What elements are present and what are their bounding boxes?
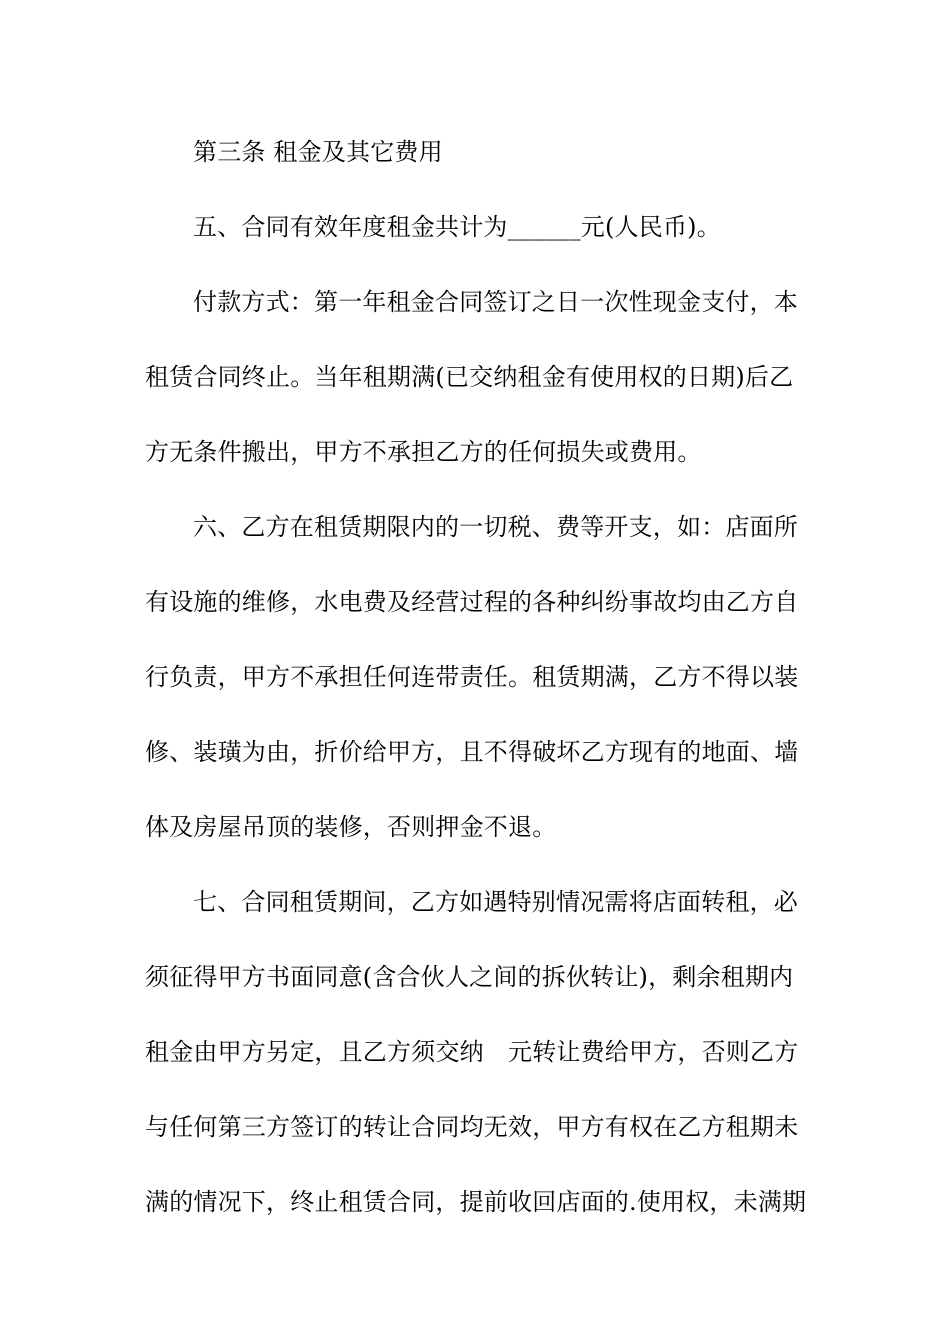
payment-method-line-3: 方无条件搬出，甲方不承担乙方的任何损失或费用。 <box>145 438 702 466</box>
clause-seven-line-2: 须征得甲方书面同意(含合伙人之间的拆伙转让)，剩余租期内 <box>145 963 794 991</box>
payment-method-line-2: 租赁合同终止。当年租期满(已交纳租金有使用权的日期)后乙 <box>145 363 794 391</box>
clause-five-rent: 五、合同有效年度租金共计为______元(人民币)。 <box>193 213 721 241</box>
clause-seven-line-5: 满的情况下，终止租赁合同，提前收回店面的.使用权，未满期 <box>145 1188 807 1216</box>
payment-method-line-1: 付款方式：第一年租金合同签订之日一次性现金支付，本 <box>193 288 798 316</box>
clause-six-line-4: 修、装璜为由，折价给甲方，且不得破坏乙方现有的地面、墙 <box>145 738 799 766</box>
clause-seven-line-3: 租金由甲方另定，且乙方须交纳 元转让费给甲方，否则乙方 <box>145 1038 799 1066</box>
clause-six-line-3: 行负责，甲方不承担任何连带责任。租赁期满，乙方不得以装 <box>145 663 799 691</box>
clause-six-line-1: 六、乙方在租赁期限内的一切税、费等开支，如：店面所 <box>193 513 798 541</box>
article-heading: 第三条 租金及其它费用 <box>193 138 443 166</box>
clause-seven-line-4: 与任何第三方签订的转让合同均无效，甲方有权在乙方租期未 <box>145 1113 799 1141</box>
clause-six-line-5: 体及房屋吊顶的装修，否则押金不退。 <box>145 813 557 841</box>
clause-six-line-2: 有设施的维修，水电费及经营过程的各种纠纷事故均由乙方自 <box>145 588 799 616</box>
clause-seven-line-1: 七、合同租赁期间，乙方如遇特别情况需将店面转租，必 <box>193 888 798 916</box>
